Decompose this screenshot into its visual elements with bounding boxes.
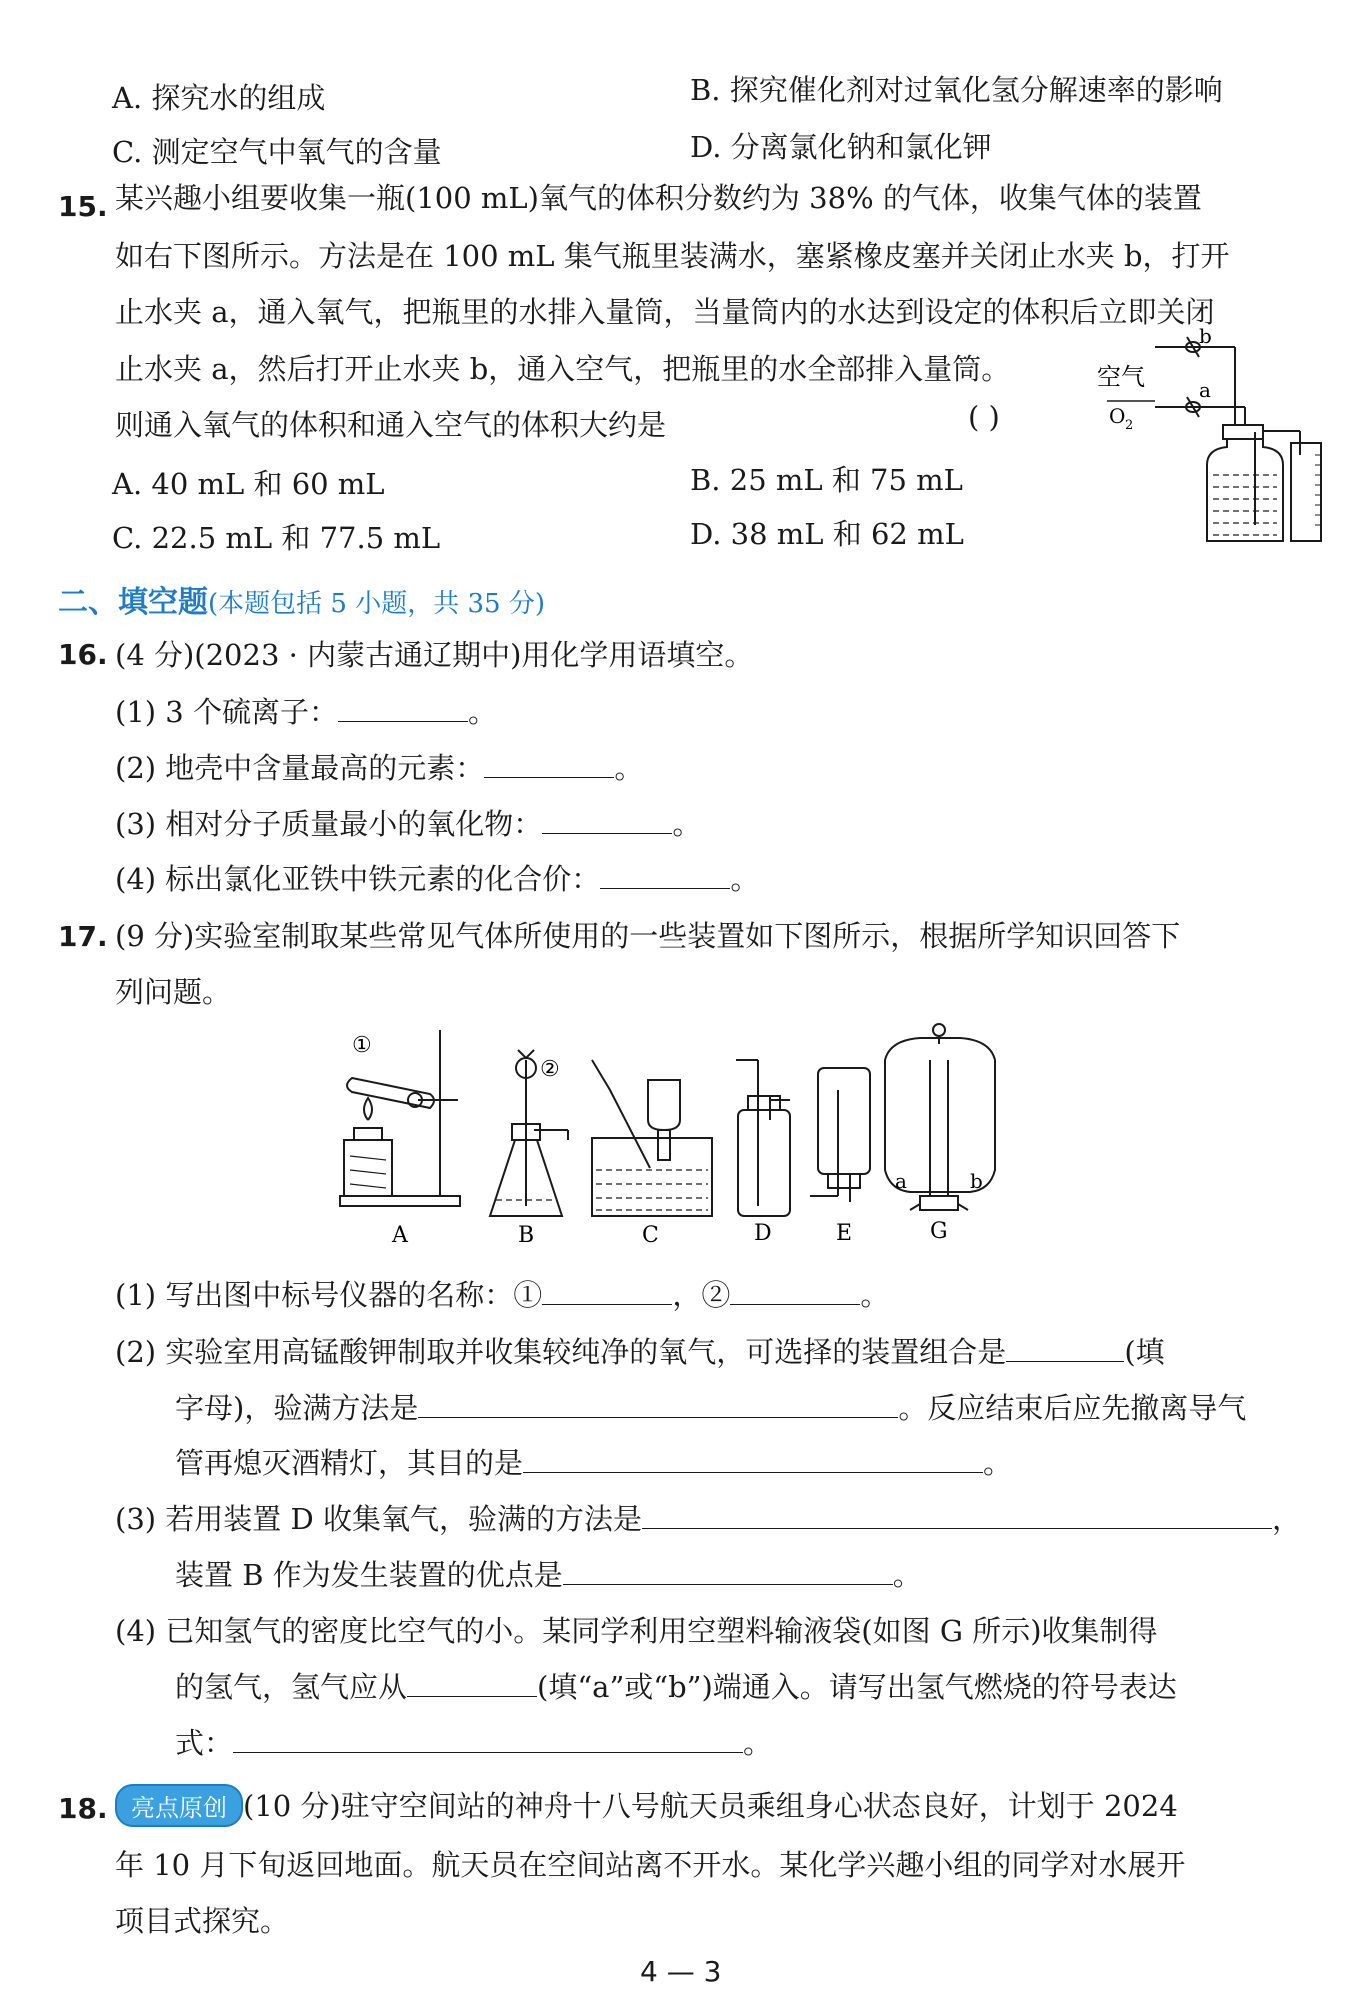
q15-stem-line5: 则通入氧气的体积和通入空气的体积大约是 [115, 408, 667, 442]
q17-part-4-line1: (4) 已知氢气的密度比空气的小。某同学利用空塑料输液袋(如图 G 所示)收集制得 [115, 1614, 1158, 1648]
q14-option-d: D. 分离氯化钠和氯化钾 [690, 130, 992, 164]
q17-part-4-text3: 式： [175, 1726, 234, 1760]
q17-part-1-mid: ，② [672, 1278, 731, 1312]
q16-number: 16. [58, 638, 108, 671]
q17-part-4-end3: 。 [743, 1726, 773, 1760]
q16-item-2 [115, 746, 643, 787]
q17-part-3-text1: (3) 若用装置 D 收集氧气，验满的方法是 [115, 1502, 642, 1536]
q18-number: 18. [58, 1792, 108, 1825]
q17-part-3-text2: 装置 B 作为发生装置的优点是 [175, 1558, 563, 1592]
q16-item-1-text: (1) 3 个硫离子： [115, 695, 338, 729]
q16-item-1 [115, 690, 497, 731]
q15-answer-paren: ( ) [968, 400, 1000, 434]
q14-option-b: B. 探究催化剂对过氧化氢分解速率的影响 [690, 73, 1223, 107]
section-note: (本题包括 5 小题，共 35 分) [208, 589, 545, 619]
q17-part-2-text2: 字母)，验满方法是 [175, 1391, 419, 1425]
q18-line1 [115, 1784, 1178, 1827]
q17-part-2-text1: (2) 实验室用高锰酸钾制取并收集较纯净的氧气，可选择的装置组合是 [115, 1335, 1007, 1369]
q16-blank-1[interactable] [338, 695, 468, 722]
q17-part-4-end2: (填“a”或“b”)端通入。请写出氢气燃烧的符号表达 [537, 1670, 1177, 1704]
q16-item-2-end: 。 [614, 751, 644, 785]
q17-part-3-end1: ， [1272, 1502, 1302, 1536]
q16-blank-2[interactable] [484, 751, 614, 778]
q15-stem-line3: 止水夹 a，通入氧气，把瓶里的水排入量筒，当量筒内的水达到设定的体积后立即关闭 [115, 295, 1215, 329]
q15-apparatus-figure [1095, 325, 1335, 545]
q17-blank-8[interactable] [407, 1670, 537, 1697]
q17-blank-6[interactable] [642, 1502, 1272, 1529]
q17-blank-3[interactable] [1006, 1335, 1124, 1362]
q17-part-3-line1 [115, 1497, 1301, 1538]
q15-fig-label-b: b [1199, 325, 1212, 348]
q16-item-4 [115, 857, 759, 898]
q17-fig-label-D: D [754, 1221, 772, 1246]
q17-part-2-end2: 。反应结束后应先撤离导气 [898, 1391, 1247, 1425]
q17-part-2-line3 [175, 1441, 1012, 1482]
q15-option-d: D. 38 mL 和 62 mL [690, 517, 964, 551]
q17-blank-2[interactable] [730, 1278, 860, 1305]
q17-part-3-end2: 。 [892, 1558, 922, 1592]
q17-part-2-end3: 。 [983, 1446, 1013, 1480]
q15-stem-line1: 某兴趣小组要收集一瓶(100 mL)氧气的体积分数约为 38% 的气体，收集气体的装置 [115, 181, 1202, 215]
highlight-original-badge: 亮点原创 [115, 1784, 243, 1827]
q18-line2: 年 10 月下旬返回地面。航天员在空间站离不开水。某化学兴趣小组的同学对水展开 [115, 1848, 1186, 1882]
q17-blank-1[interactable] [542, 1278, 672, 1305]
q15-fig-label-a: a [1199, 378, 1211, 402]
q17-blank-9[interactable] [233, 1726, 743, 1753]
q15-stem-line2: 如右下图所示。方法是在 100 mL 集气瓶里装满水，塞紧橡皮塞并关闭止水夹 b，打开 [115, 239, 1230, 273]
q17-part-2-line2 [175, 1386, 1246, 1427]
q16-item-3-end: 。 [672, 807, 702, 841]
q15-option-a: A. 40 mL 和 60 mL [112, 467, 385, 501]
q15-stem-line4: 止水夹 a，然后打开止水夹 b，通入空气，把瓶里的水全部排入量筒。 [115, 352, 1011, 386]
q18-line1-text: (10 分)驻守空间站的神舟十八号航天员乘组身心状态良好，计划于 2024 [243, 1789, 1178, 1823]
q17-part-2-line1 [115, 1330, 1165, 1371]
q17-stem-line2: 列问题。 [115, 975, 232, 1009]
q16-item-3 [115, 802, 701, 843]
q17-apparatus-figure [330, 1020, 1130, 1250]
q17-fig-label-2: ② [540, 1057, 560, 1082]
q15-option-b: B. 25 mL 和 75 mL [690, 463, 963, 497]
q17-part-3-line2 [175, 1553, 922, 1594]
q17-part-4-text2: 的氢气，氢气应从 [175, 1670, 408, 1704]
q17-stem-line1: (9 分)实验室制取某些常见气体所使用的一些装置如下图所示，根据所学知识回答下 [115, 919, 1181, 953]
q17-number: 17. [58, 920, 108, 953]
q17-fig-label-1: ① [352, 1033, 372, 1058]
q16-item-4-end: 。 [730, 862, 760, 896]
q16-stem: (4 分)(2023 · 内蒙古通辽期中)用化学用语填空。 [115, 638, 754, 672]
q17-blank-7[interactable] [563, 1558, 893, 1585]
q14-option-c: C. 测定空气中氧气的含量 [112, 135, 442, 169]
q16-item-1-end: 。 [467, 695, 497, 729]
q17-blank-5[interactable] [523, 1446, 983, 1473]
q17-part-4-line2 [175, 1665, 1177, 1706]
q16-item-2-text: (2) 地壳中含量最高的元素： [115, 751, 485, 785]
q17-fig-label-C: C [642, 1223, 659, 1248]
q15-number: 15. [58, 190, 108, 223]
q17-part-2-text3: 管再熄灭酒精灯，其目的是 [175, 1446, 524, 1480]
q17-part-1-text: (1) 写出图中标号仪器的名称：① [115, 1278, 543, 1312]
q15-fig-label-air: 空气 [1097, 363, 1145, 391]
q17-part-2-end1: (填 [1124, 1335, 1165, 1369]
q17-fig-label-A: A [392, 1223, 408, 1248]
q15-fig-label-o2: O [1109, 404, 1126, 428]
q15-fig-label-o2-sub: 2 [1125, 418, 1134, 433]
q17-fig-label-B: B [518, 1223, 535, 1248]
section-heading [58, 577, 545, 621]
q17-part-1-end: 。 [860, 1278, 890, 1312]
q18-line3: 项目式探究。 [115, 1904, 290, 1938]
q16-item-3-text: (3) 相对分子质量最小的氧化物： [115, 807, 543, 841]
q17-fig-label-a: a [895, 1169, 907, 1193]
q14-option-a: A. 探究水的组成 [112, 81, 326, 115]
q17-fig-label-b: b [970, 1169, 983, 1193]
q17-fig-label-E: E [836, 1221, 853, 1246]
q16-item-4-text: (4) 标出氯化亚铁中铁元素的化合价： [115, 862, 601, 896]
q17-part-1 [115, 1273, 889, 1314]
q16-blank-3[interactable] [542, 807, 672, 834]
page-number: 4 — 3 [640, 1955, 722, 1988]
q17-part-4-line3 [175, 1721, 772, 1762]
q17-fig-label-G: G [930, 1219, 948, 1244]
section-title: 二、填空题 [58, 585, 208, 620]
q15-option-c: C. 22.5 mL 和 77.5 mL [112, 521, 441, 555]
q16-blank-4[interactable] [600, 862, 730, 889]
q17-blank-4[interactable] [418, 1391, 898, 1418]
